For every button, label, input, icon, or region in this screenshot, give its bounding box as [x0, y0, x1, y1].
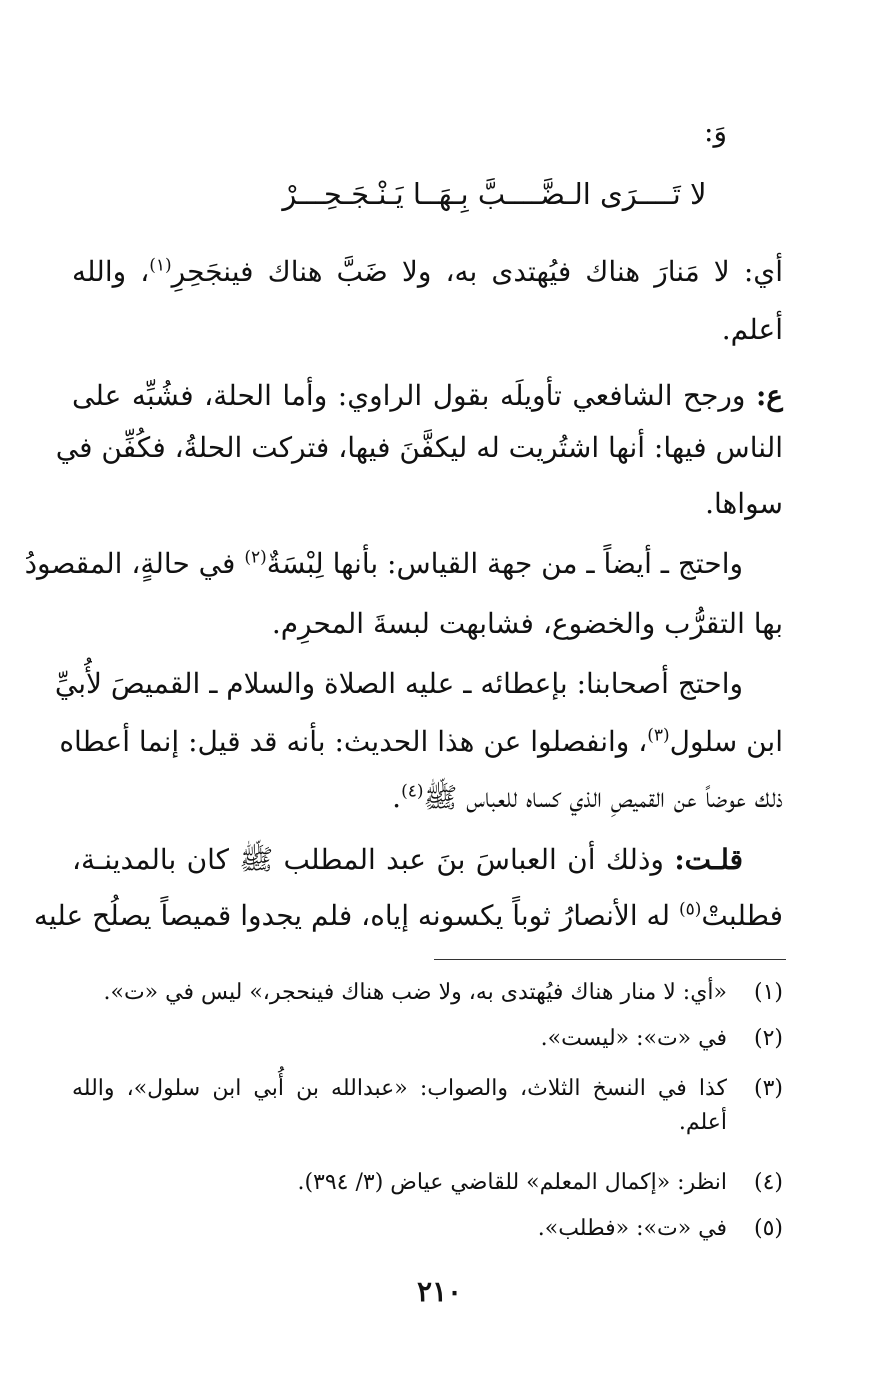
para5-line1	[72, 840, 743, 880]
para1-line2: أعلم.	[721, 313, 783, 346]
footnote-text: انظر: «إكمال المعلم» للقاضي عياض (٣/ ٣٩٤).	[297, 1170, 727, 1195]
para5-line2	[33, 896, 783, 936]
para2-line2: الناس فيها: أنها اشتُريت له ليكفَّنَ فيها، فتركت الحلةُ، فكُفِّن في	[55, 431, 783, 464]
para3-line1	[24, 544, 743, 584]
footnote-text: في «ت»: «فطلب».	[537, 1216, 727, 1241]
footnote-ref-3: (٣)	[647, 725, 670, 746]
footnote-text: «أي: لا منار هناك فيُهتدى به، ولا ضب هناك فينحجر،» ليس في «ت».	[103, 980, 727, 1005]
para3-line1-text: واحتج ـ أيضاً ـ من جهة القياس: بأنها لِبْسَةٌ	[266, 547, 743, 580]
para4-line3-text: ذلك عوضاً عن القميصِ الذي كساه للعباس ﷺ	[423, 781, 783, 814]
para4-line2-text: ابن سلول	[669, 725, 783, 758]
footnote-text: في «ت»: «ليست».	[540, 1026, 727, 1051]
footnote-divider	[434, 959, 786, 960]
footnote-ref-2: (٢)	[244, 547, 267, 568]
footnote-ref-4: (٤)	[401, 781, 424, 802]
footnote-number: (٣)	[753, 1076, 783, 1101]
para4-line1: واحتج أصحابنا: بإعطائه ـ عليه الصلاة والسلام ـ القميصَ لأُبيِّ	[54, 667, 743, 700]
para2-line3: سواها.	[705, 487, 783, 520]
para2-line1-text: ورجح الشافعي تأويلَه بقول الراوي: وأما الحلة، فشُبِّه على	[72, 379, 746, 412]
poetry-verse: لا تَــــرَى الـضَّــــبَّ بِـهَــا يَـنْـجَـحِـــرْ	[282, 177, 707, 211]
para4-line2-tail: ، وانفصلوا عن هذا الحديث: بأنه قد قيل: إنما أعطاه	[59, 725, 648, 758]
footnote-ref-1: (١)	[149, 255, 172, 276]
footnote-number: (١)	[753, 980, 783, 1005]
para3-line1-tail: في حالةٍ، المقصودُ	[24, 547, 236, 580]
footnote-number: (٢)	[753, 1026, 783, 1051]
para5-marker: قلـت:	[674, 843, 743, 876]
para2-line1	[72, 376, 783, 416]
para4-line2	[59, 722, 783, 762]
para5-line2-text: فطلبتْ	[701, 899, 783, 932]
para2-marker: ع:	[755, 379, 783, 412]
para4-line3	[72, 778, 783, 818]
footnote-number: (٤)	[753, 1170, 783, 1195]
para5-line2-tail: له الأنصارُ ثوباً يكسونه إياه، فلم يجدوا قميصاً يصلُح عليه	[33, 899, 671, 932]
footnote-text-continued: أعلم.	[678, 1110, 727, 1135]
footnote-number: (٥)	[753, 1216, 783, 1241]
para1-line1-text: أي: لا مَنارَ هناك فيُهتدى به، ولا ضَبَّ هناك فينجَحِرِ	[171, 255, 783, 288]
footnote-text: كذا في النسخ الثلاث، والصواب: «عبدالله بن أُبي ابن سلول»، والله	[72, 1076, 727, 1101]
para3-line2: بها التقرُّب والخضوع، فشابهت لبسةَ المحرِم.	[271, 607, 783, 640]
page-number: ٢١٠	[416, 1275, 463, 1308]
para5-line1-text: وذلك أن العباسَ بنَ عبد المطلب ﷺ كان بالمدينـة،	[72, 843, 664, 876]
footnote-ref-5: (٥)	[679, 899, 702, 920]
para1-line1	[72, 252, 783, 292]
intro-conjunction: وَ:	[704, 115, 727, 148]
para4-line3-tail: .	[392, 781, 402, 814]
para1-line1-tail: ، والله	[72, 255, 150, 288]
